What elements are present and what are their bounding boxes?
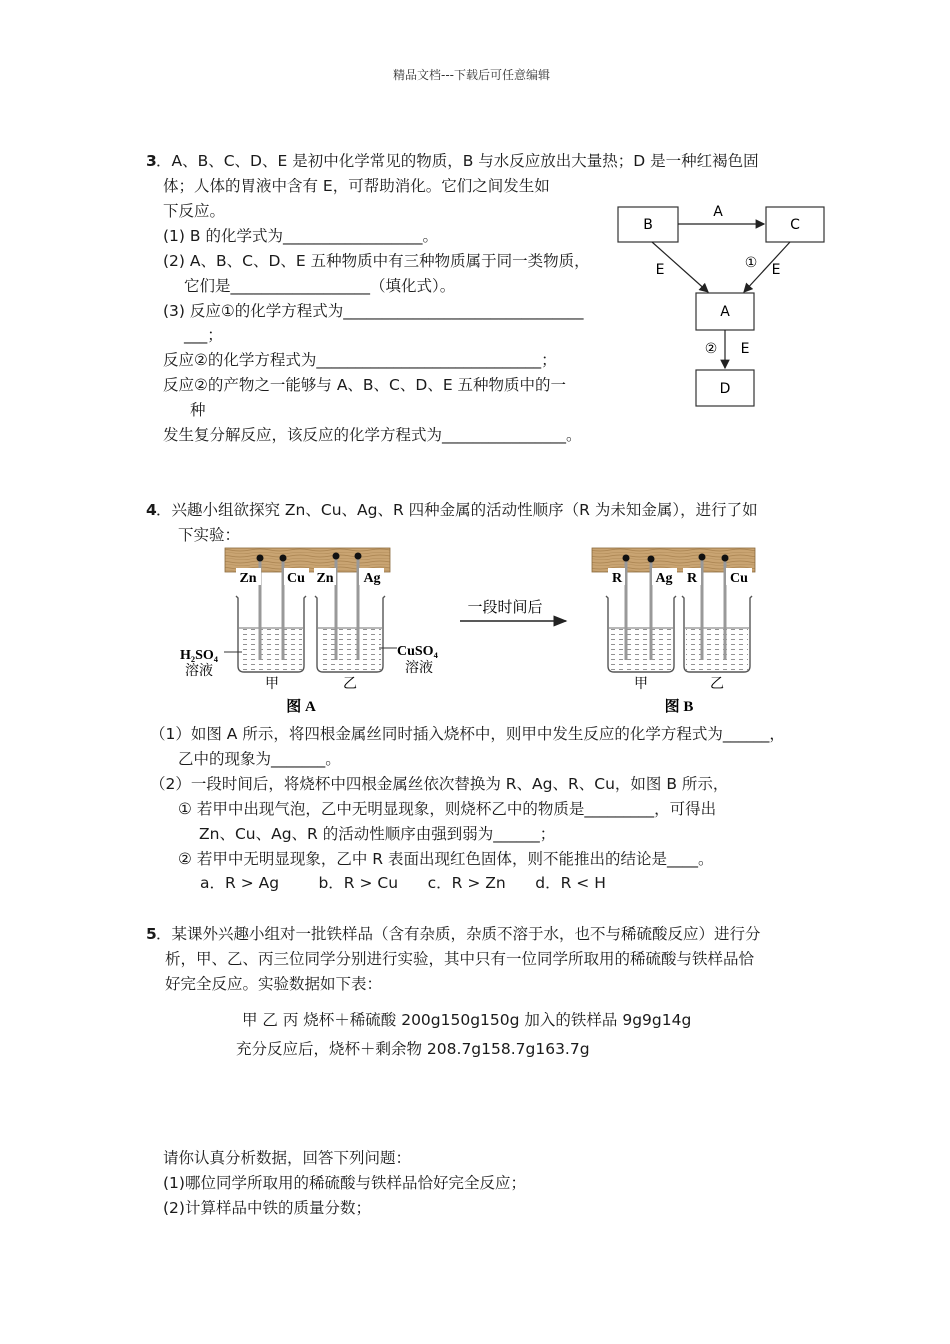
label-cuso4-solution: 溶液 [405,661,433,676]
q3-part4: 反应②的化学方程式为_____________________________； [163,351,557,369]
q4-sub2a-line2: Zn、Cu、Ag、R 的活动性顺序由强到弱为______； [199,825,556,843]
wire-label-b-3: R [686,571,698,586]
wire-label-a-3: Zn [316,571,334,586]
wire-label-a-1: Zn [239,571,257,586]
figure-b [592,548,755,715]
q5-line1: ．某课外兴趣小组对一批铁样品（含有杂质，杂质不溶于水，也不与稀硫酸反应）进行分 [156,925,761,943]
label-reaction-1: ① [744,255,758,271]
reaction-diagram [610,198,835,413]
label-cuso4: CuSO₄ [397,644,438,659]
q5-line2: 析，甲、乙、丙三位同学分别进行实验，其中只有一位同学所取用的稀硫酸与铁样品恰 [165,950,755,968]
beaker-label-yi-b: 乙 [710,677,724,692]
q3-part2a: (2) A、B、C、D、E 五种物质中有三种物质属于同一类物质， [163,252,590,270]
liquid-jia-a [240,628,302,670]
beaker-label-jia-b: 甲 [634,677,648,692]
q4-line2: 下实验： [178,526,241,544]
q5-data-row1: 甲 乙 丙 烧杯＋稀硫酸 200g150g150g 加入的铁样品 9g9g14g [242,1011,692,1029]
liquid-yi-a [319,628,381,670]
label-arrow-bottom: E [740,341,750,357]
q3-line3: 下反应。 [163,202,226,220]
q3-part5b: 种 [190,401,206,419]
wire-label-b-2: Ag [655,571,673,586]
q3-part5a: 反应②的产物之一能够与 A、B、C、D、E 五种物质中的一 [163,376,567,394]
q3-line2: 体；人体的胃液中含有 E，可帮助消化。它们之间发生如 [163,177,550,195]
box-b-label: B [643,217,653,233]
wire-label-b-4: Cu [730,571,748,586]
wire-label-b-1: R [611,571,623,586]
q3-number: 3 [146,152,157,170]
q5-number: 5 [146,925,157,943]
label-h2so4: H₂SO₄ [180,648,218,663]
label-h2so4-solution: 溶液 [185,664,213,679]
q5-line3: 好完全反应。实验数据如下表： [165,975,383,993]
wire-label-a-4: Ag [363,571,381,586]
q4-options: a．R > Ag b．R > Cu c．R > Zn d．R < H [200,874,606,892]
box-a-label: A [720,304,730,320]
q4-sub2a-line1: ① 若甲中出现气泡，乙中无明显现象，则烧杯乙中的物质是_________，可得出 [178,800,717,818]
q3-part1: (1) B 的化学式为__________________。 [163,227,438,245]
caption-figure-b: 图 B [664,699,694,715]
q4-sub1b: 乙中的现象为_______。 [178,750,341,768]
q3-line1: ．A、B、C、D、E 是初中化学常见的物质，B 与水反应放出大量热；D 是一种红褐色固 [156,152,759,170]
caption-figure-a: 图 A [286,699,316,715]
beaker-label-yi-a: 乙 [343,677,357,692]
label-arrow-top: A [713,204,723,220]
q5-answer1: (1)哪位同学所取用的稀硫酸与铁样品恰好完全反应； [163,1174,526,1192]
wire-label-a-2: Cu [287,571,305,586]
label-reaction-2: ② [704,341,718,357]
liquid-yi-b [686,628,748,670]
q5-ask: 请你认真分析数据，回答下列问题： [163,1149,412,1167]
q5-answer2: (2)计算样品中铁的质量分数； [163,1199,371,1217]
q3-part6: 发生复分解反应，该反应的化学方程式为________________。 [163,426,582,444]
q3-part3b: ___； [184,326,223,344]
label-arrow-right: E [771,262,781,278]
arrow-text: 一段时间后 [467,600,543,616]
q3-part2b: 它们是__________________（填化式）。 [184,277,456,295]
beaker-label-jia-a: 甲 [265,677,279,692]
liquid-jia-b [610,628,672,670]
q4-sub1a: （1）如图 A 所示，将四根金属丝同时插入烧杯中，则甲中发生反应的化学方程式为______， [150,725,785,743]
q4-sub2: （2）一段时间后，将烧杯中四根金属丝依次替换为 R、Ag、R、Cu，如图 B 所示， [150,775,729,793]
label-arrow-left: E [655,262,665,278]
figure-a [180,548,439,715]
q4-number: 4 [146,501,157,519]
q3-part3a: (3) 反应①的化学方程式为_______________________________ [163,302,584,320]
experiment-figure [170,542,770,720]
q4-line1: ．兴趣小组欲探究 Zn、Cu、Ag、R 四种金属的活动性顺序（R 为未知金属），进行了如 [156,501,758,519]
q5-data-row2: 充分反应后，烧杯＋剩余物 208.7g158.7g163.7g [236,1040,590,1058]
page-header: 精品文档---下载后可任意编辑 [393,68,550,82]
box-c-label: C [790,217,800,233]
q4-sub2b: ② 若甲中无明显现象，乙中 R 表面出现红色固体，则不能推出的结论是____。 [178,850,714,868]
box-d-label: D [719,381,731,397]
